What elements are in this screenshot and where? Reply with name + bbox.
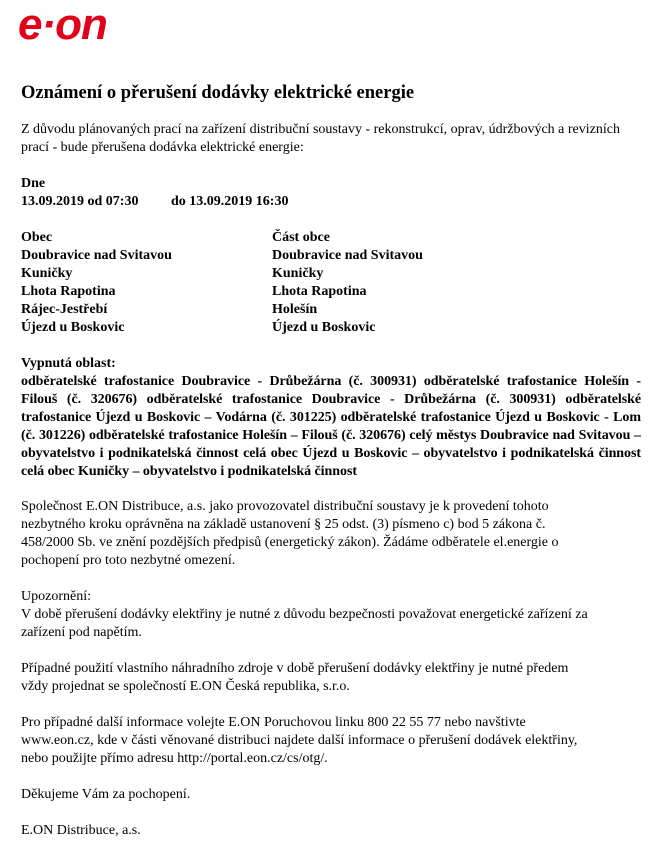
cast-obce-item: Kuničky: [272, 266, 324, 281]
obec-item: Lhota Rapotina: [21, 284, 116, 299]
cast-obce-header: Část obce: [272, 230, 330, 245]
outage-dates: [21, 175, 641, 211]
backup-source-text: Případné použití vlastního náhradního zdroje v době přerušení dodávky elektřiny je nutné předem vždy projednat se společností E.ON Česká republika, s.r.o.: [21, 661, 569, 694]
contact-text: Pro případné další informace volejte E.ON Poruchovou linku 800 22 55 77 nebo navštivte www.eon.cz, kde v části věnované distribuci najdete další informace o přerušení dodávek elektřiny, nebo použijte přímo adresu http://portal.eon.cz/cs/otg/.: [21, 715, 578, 766]
cast-obce-column: [272, 229, 572, 337]
signature: E.ON Distribuce, a.s.: [21, 823, 141, 838]
obec-column: [21, 229, 272, 337]
cast-obce-item: Holešín: [272, 302, 318, 317]
notice-content: [21, 82, 641, 858]
date-label: Dne: [21, 176, 46, 191]
date-range: [21, 193, 641, 211]
warning-text: V době přerušení dodávky elektřiny je nutné z důvodu bezpečnosti považovat energetické zařízení za zařízení pod napětím.: [21, 607, 588, 640]
eon-logo: [18, 6, 156, 46]
thanks-text: Děkujeme Vám za pochopení.: [21, 787, 191, 802]
obec-item: Doubravice nad Svitavou: [21, 248, 172, 263]
obec-item: Rájec-Jestřebí: [21, 302, 108, 317]
cast-obce-item: Lhota Rapotina: [272, 284, 367, 299]
warning-section: [21, 588, 596, 642]
legal-text: Společnost E.ON Distribuce, a.s. jako provozovatel distribuční soustavy je k provedení tohoto nezbytného kroku oprávněna na základě ustanovení § 25 odst. (3) písmeno c) bod 5 zákona č. 458/2000 Sb. ve znění pozdějších předpisů (energetický zákon). Žádáme odběratele el.energie o pochopení pro toto nezbytné omezení.: [21, 499, 559, 568]
area-label: Vypnutá oblast:: [21, 356, 116, 371]
obec-header: Obec: [21, 230, 53, 245]
date-to: do 13.09.2019 16:30: [171, 194, 289, 209]
obec-item: Kuničky: [21, 266, 73, 281]
date-from: 13.09.2019 od 07:30: [21, 194, 139, 209]
cast-obce-item: Újezd u Boskovic: [272, 320, 376, 335]
area-text: odběratelské trafostanice Doubravice - Drůbežárna (č. 300931) odběratelské trafostanice Holešín - Filouš (č. 320676) odběratelské trafostanice Doubravice - Drůbežárna (č. 300931) odběratelské trafostanice Újezd u Boskovic – Vodárna (č. 301225) odběratelské trafostanice Újezd u Boskovic - Lom (č. 301226) odběratelské trafostanice Holešín – Filouš (č. 320676) celý městys Doubravice nad Svitavou – obyvatelstvo i podnikatelská činnost celá obec Újezd u Boskovic – obyvatelstvo i podnikatelská činnost celá obec Kuničky – obyvatelstvo i podnikatelská činnost: [21, 374, 641, 479]
warning-label: Upozornění:: [21, 589, 91, 604]
cast-obce-item: Doubravice nad Svitavou: [272, 248, 423, 263]
svg-text:e·on: e·on: [18, 6, 107, 46]
intro-text: Z důvodu plánovaných prací na zařízení distribuční soustavy - rekonstrukcí, oprav, údržbových a revizních prací - bude přerušena dodávka elektrické energie:: [21, 122, 620, 155]
places-table: [21, 229, 641, 337]
notice-title: Oznámení o přerušení dodávky elektrické energie: [21, 83, 415, 103]
outage-area: [21, 355, 641, 481]
obec-item: Újezd u Boskovic: [21, 320, 125, 335]
